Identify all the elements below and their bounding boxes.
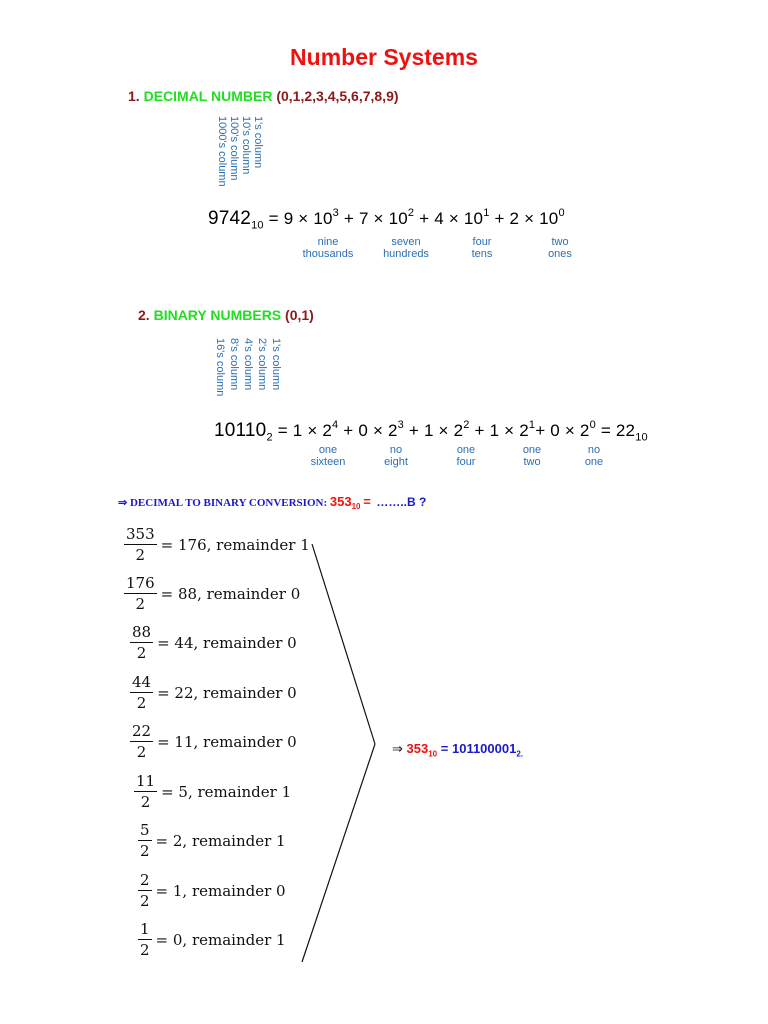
word-bottom: four: [456, 456, 476, 468]
step-result: = 22, remainder 0: [157, 683, 297, 702]
decimal-term-coef: 7: [358, 209, 369, 228]
decimal-term-coef: 2: [509, 209, 520, 228]
word-top: one: [456, 444, 476, 456]
numerator: 44: [132, 673, 152, 691]
step-result: = 44, remainder 0: [157, 633, 297, 652]
right-arrow-icon: ⇒: [118, 497, 128, 509]
binary-term-coef: 1: [292, 421, 303, 440]
decimal-heading-label: DECIMAL NUMBER: [143, 88, 273, 104]
binary-number-base: 2: [266, 431, 273, 444]
word-top: no: [389, 444, 403, 456]
result-binary: 101100001: [451, 741, 517, 756]
result-equals: =: [440, 741, 449, 756]
binary-number: 10110: [214, 420, 267, 441]
bracket-lower-line: [302, 744, 375, 962]
decimal-term-exp: 2: [407, 207, 415, 220]
binary-term-coef: 1: [489, 421, 500, 440]
word-bottom: one: [584, 456, 604, 468]
denominator: 2: [140, 941, 150, 959]
step-result: = 11, remainder 0: [157, 732, 297, 751]
bracket-upper-line: [312, 544, 375, 744]
binary-term-coef: 0: [550, 421, 560, 440]
word-bottom: eight: [384, 456, 408, 468]
binary-result-base: 10: [635, 431, 648, 444]
binary-term-coef: 0: [358, 421, 369, 440]
binary-heading-label: BINARY NUMBERS: [153, 307, 282, 323]
denominator: 2: [140, 892, 150, 910]
denominator: 2: [136, 644, 147, 662]
binary-column-label: 1's column: [270, 338, 282, 391]
word-top: no: [587, 444, 601, 456]
decimal-heading-number: 1.: [128, 88, 140, 104]
numerator: 11: [136, 772, 156, 790]
binary-term-exp: 4: [332, 419, 339, 432]
decimal-term-coef: 4: [434, 209, 444, 228]
binary-column-label: 2's column: [256, 338, 268, 391]
word-top: four: [472, 236, 492, 248]
result-binary-base: 2.: [516, 749, 524, 759]
step-result: = 88, remainder 0: [160, 584, 301, 603]
decimal-column-label: 10's column: [240, 116, 252, 175]
decimal-term-exp: 1: [483, 207, 490, 220]
binary-term-coef: 1: [423, 421, 434, 440]
decimal-column-label: 100's column: [228, 116, 240, 181]
numerator: 176: [126, 574, 155, 592]
conversion-target: ……..B ?: [376, 495, 427, 509]
decimal-term-exp: 0: [558, 207, 565, 220]
word-bottom: tens: [471, 248, 493, 260]
step-result: = 176, remainder 1: [160, 535, 310, 554]
word-bottom: sixteen: [310, 456, 346, 468]
numerator: 2: [140, 871, 150, 889]
decimal-number-base: 10: [251, 219, 264, 232]
result-decimal-base: 10: [428, 749, 438, 759]
binary-term-exp: 3: [397, 419, 404, 432]
binary-term-exp: 0: [589, 419, 596, 432]
denominator: 2: [136, 694, 147, 712]
numerator: 1: [140, 920, 150, 938]
decimal-term-exp: 3: [332, 207, 339, 220]
page-title: Number Systems: [290, 44, 478, 70]
numerator: 353: [126, 525, 155, 543]
conversion-result: [392, 741, 523, 759]
binary-term-exp: 1: [528, 419, 536, 432]
decimal-term-coef: 9: [283, 209, 294, 228]
conversion-equals: =: [363, 494, 371, 509]
binary-equation: $10110_2 = 1 \times 2^4 + 0 \times 2^3 + 1 \times 2^2 + 1 \times 2^1+ 0 \times 2^0 = 22_{10}$: [214, 419, 648, 444]
numerator: 88: [132, 623, 152, 641]
right-arrow-icon: ⇒: [392, 741, 403, 756]
numerator: 5: [140, 821, 150, 839]
conversion-value: 353: [329, 494, 352, 509]
step-result: = 5, remainder 1: [161, 782, 292, 801]
binary-term-exp: 2: [463, 419, 470, 432]
word-bottom: ones: [548, 248, 572, 260]
step-result: = 0, remainder 1: [155, 930, 286, 949]
binary-column-label: 4's column: [242, 338, 254, 391]
binary-heading-digits: (0,1): [285, 307, 314, 323]
result-decimal: 353: [406, 741, 429, 756]
step-result: = 2, remainder 1: [155, 831, 286, 850]
decimal-column-label: 1's column: [252, 116, 264, 169]
denominator: 2: [136, 743, 147, 761]
conversion-label: DECIMAL TO BINARY CONVERSION:: [129, 497, 328, 509]
word-top: one: [522, 444, 542, 456]
word-top: nine: [317, 236, 339, 248]
word-top: seven: [391, 236, 421, 248]
decimal-equation: $9742_{10} = 9 \times 10^3 + 7 \times 10^2 + 4 \times 10^1 + 2 \times 10^0$: [208, 207, 565, 232]
denominator: 2: [135, 546, 146, 564]
word-top: one: [318, 444, 338, 456]
word-bottom: hundreds: [383, 248, 429, 260]
word-top: two: [551, 236, 569, 248]
word-bottom: thousands: [302, 248, 354, 260]
binary-heading-number: 2.: [138, 307, 150, 323]
numerator: 22: [132, 722, 152, 740]
word-bottom: two: [523, 456, 541, 468]
decimal-heading-digits: (0,1,2,3,4,5,6,7,8,9): [276, 88, 399, 104]
decimal-column-label: 1000's column: [216, 116, 228, 187]
decimal-number: 9742: [208, 208, 252, 229]
denominator: 2: [140, 842, 150, 860]
binary-result: 22: [615, 421, 636, 440]
denominator: 2: [135, 595, 146, 613]
conversion-value-base: 10: [351, 502, 361, 512]
binary-column-label: 16's column: [214, 338, 226, 397]
step-result: = 1, remainder 0: [155, 881, 286, 900]
binary-column-label: 8's column: [228, 338, 240, 391]
denominator: 2: [140, 793, 151, 811]
